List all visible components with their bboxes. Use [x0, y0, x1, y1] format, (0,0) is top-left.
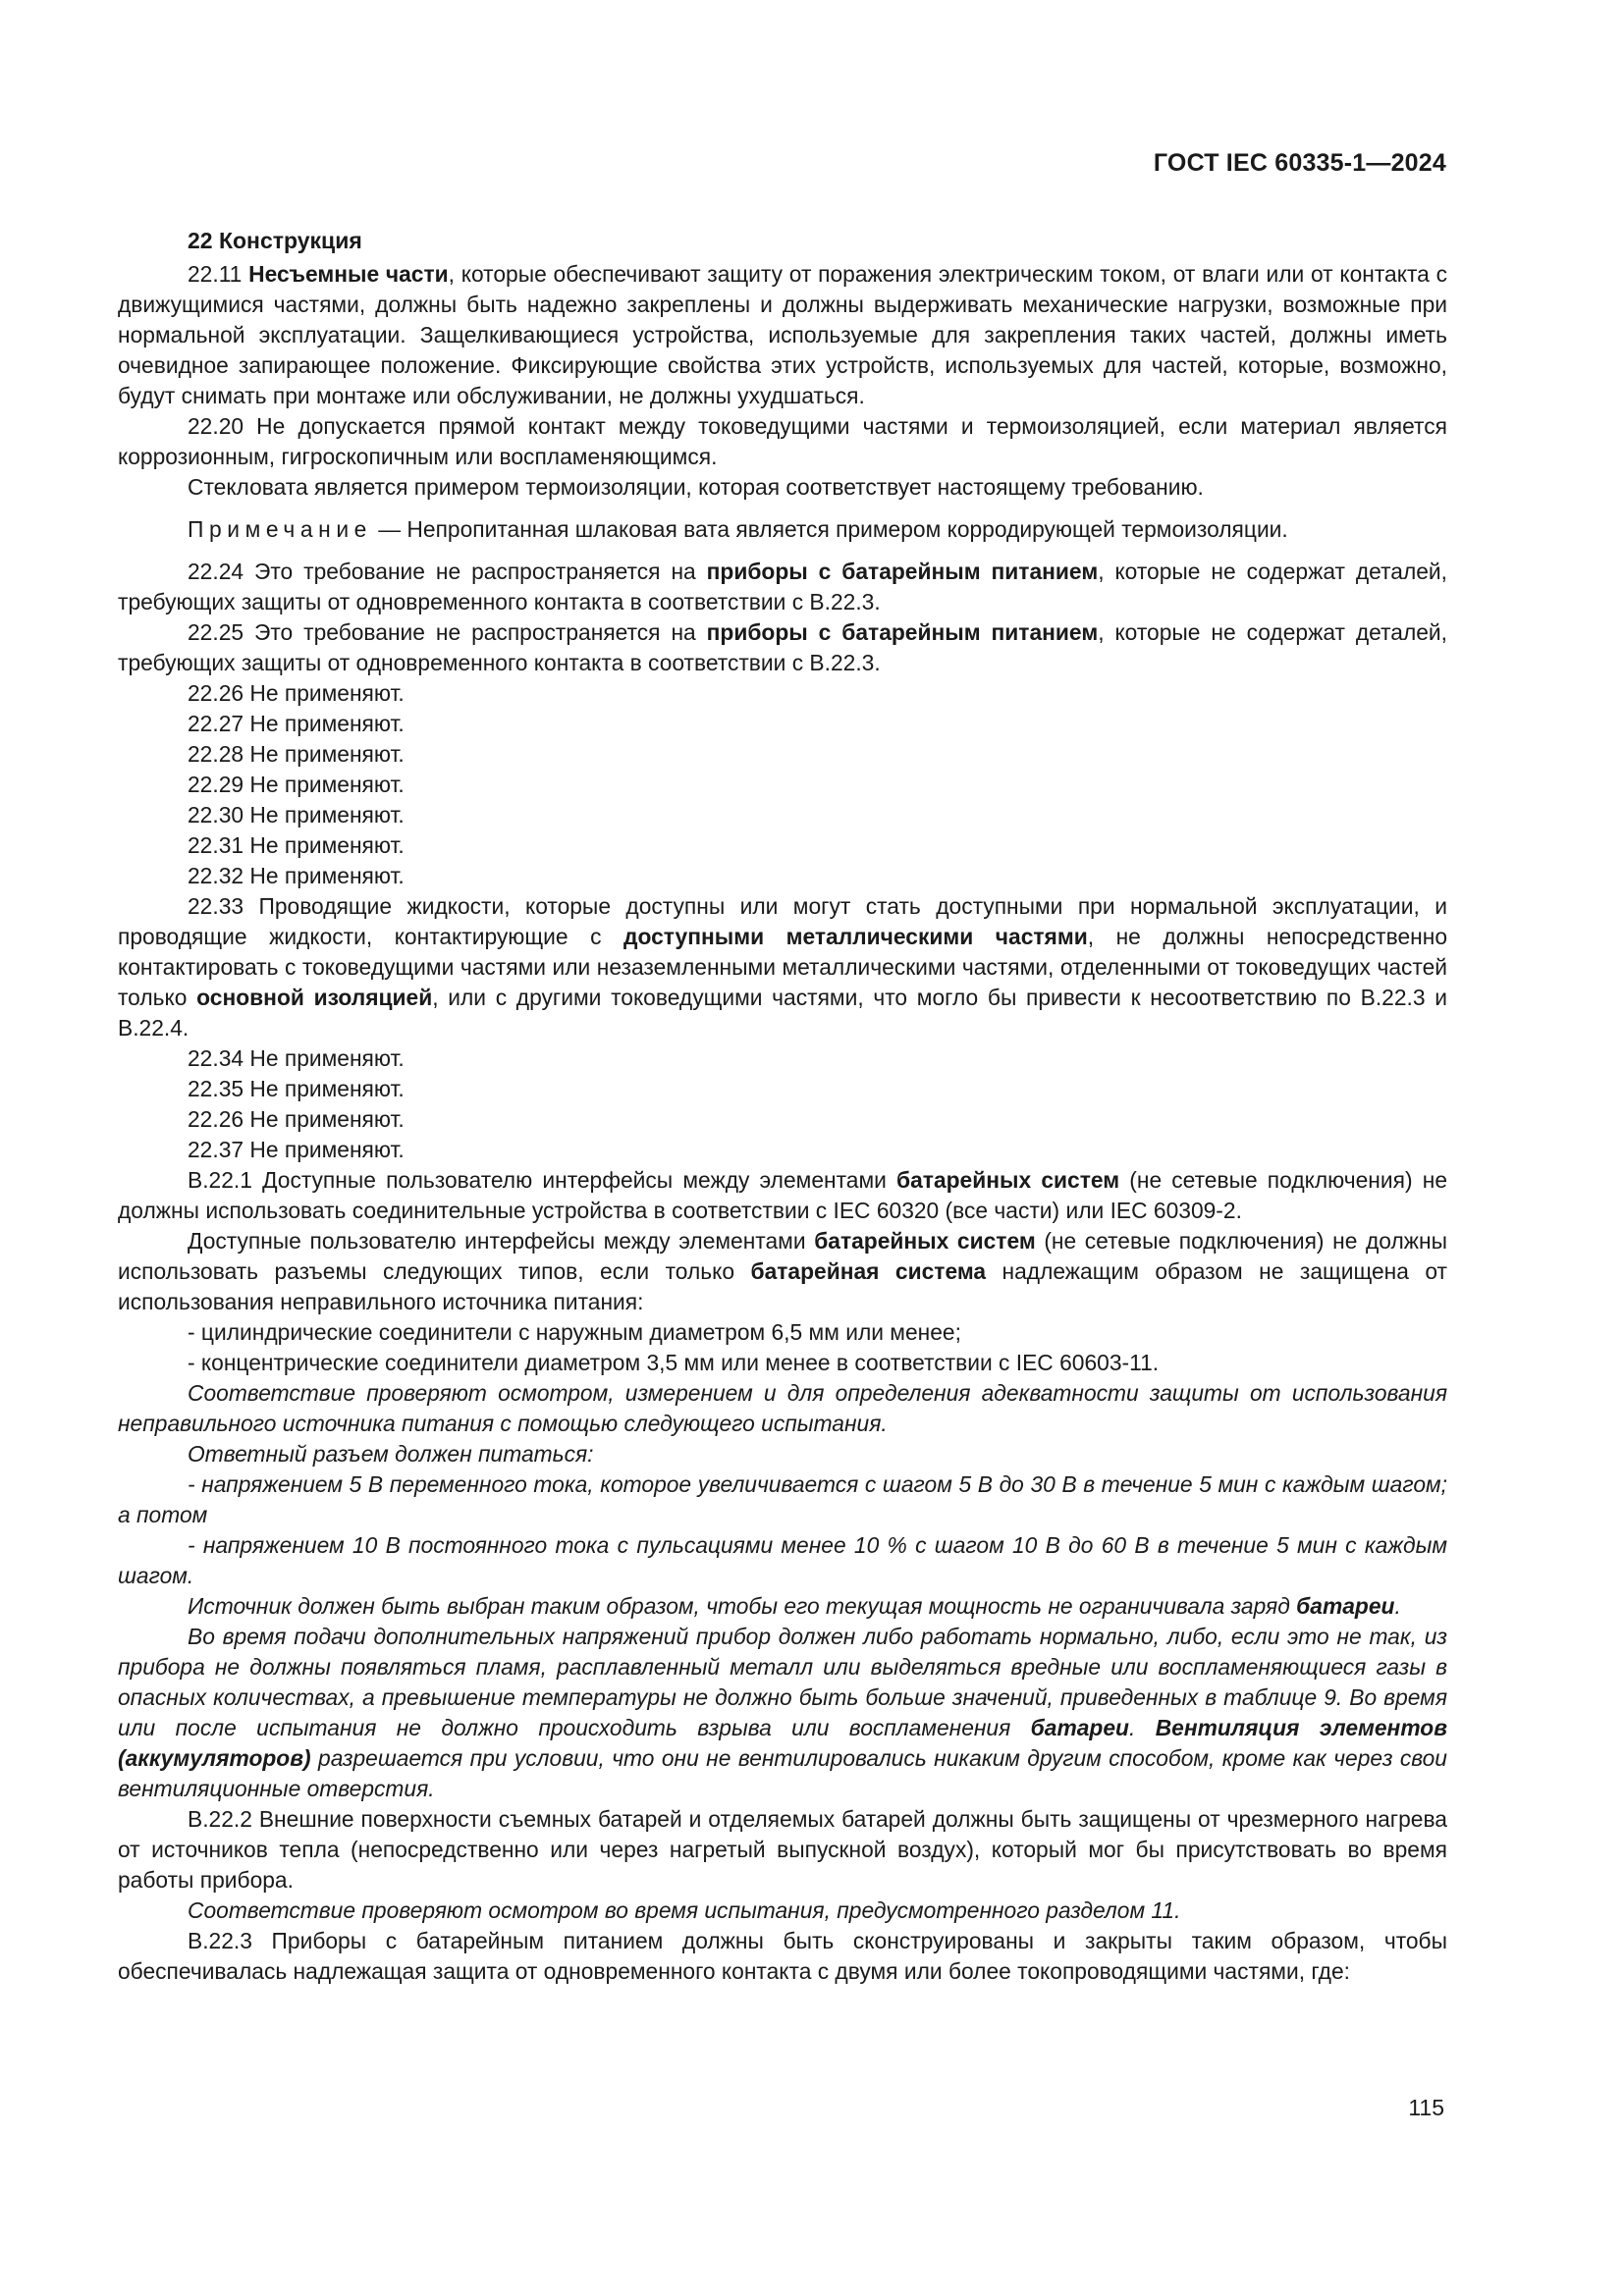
paragraph-22-24: 22.24 Это требование не распространяется на приборы с батарейным питанием, которые не содержат деталей, требующих защиты от одновременного контакта в соответствии с В.22.3.	[118, 559, 1447, 614]
test-step-dc: - напряжением 10 В постоянного тока с пульсациями менее 10 % с шагом 10 В до 60 В в течение 5 мин с каждым шагом.	[118, 1532, 1447, 1588]
paragraph-22-33: 22.33 Проводящие жидкости, которые доступны или могут стать доступными при нормальной эксплуатации, и проводящие жидкости, контактирующие с доступными металлическими частями, не должны непосредственно контактировать с токоведущими частями или незаземленными металлическими частями, отделенными от токоведущих частей только основной изоляцией, или с другими токоведущими частями, что могло бы привести к несоответствию по В.22.3 и В.22.4.	[118, 893, 1447, 1041]
test-result-text: Во время подачи дополнительных напряжений прибор должен либо работать нормально, либо, если это не так, из прибора не должны появляться пламя, расплавленный металл или выделяться вредные или воспламеняющиеся газы в опасных количествах, а превышение температуры не должно быть больше значений, приведенных в таблице 9. Во время или после испытания не должно происходить взрыва или воспламенения батареи. Вентиляция элементов (аккумуляторов) разрешается при условии, что они не вентилировались никаким другим способом, кроме как через свои вентиляционные отверстия.	[118, 1624, 1447, 1801]
paragraph-b22-3: В.22.3 Приборы с батарейным питанием должны быть сконструированы и закрыты таким образом, чтобы обеспечивалась надлежащая защита от одновременного контакта с двумя или более токопроводящими частями, где:	[118, 1928, 1447, 1984]
paragraph-22-20: 22.20 Не допускается прямой контакт между токоведущими частями и термоизоляцией, если материал является коррозионным, гигроскопичным или воспламеняющимся.	[118, 413, 1447, 469]
note-label: Примечание	[188, 516, 372, 542]
test-intro-text: Ответный разъем должен питаться:	[188, 1441, 594, 1467]
not-applicable-item: 22.26 Не применяют.	[188, 680, 405, 706]
paragraph-b22-1: В.22.1 Доступные пользователю интерфейсы между элементами батарейных систем (не сетевые подключения) не должны использовать соединительные устройства в соответствии с IEC 60320 (все части) или IEC 60309-2.	[118, 1167, 1447, 1223]
not-applicable-item: 22.26 Не применяют.	[188, 1106, 405, 1132]
document-code-header: ГОСТ IEC 60335-1—2024	[1153, 149, 1446, 177]
note: Примечание — Непропитанная шлаковая вата является примером корродирующей термоизоляции.	[188, 516, 1288, 542]
test-step-ac: - напряжением 5 В переменного тока, которое увеличивается с шагом 5 В до 30 В в течение 5 мин с каждым шагом; а потом	[118, 1471, 1447, 1527]
not-applicable-item: 22.31 Не применяют.	[188, 832, 405, 858]
page-number: 115	[1408, 2095, 1444, 2120]
paragraph-22-11: 22.11 Несъемные части, которые обеспечивают защиту от поражения электрическим током, от влаги или от контакта с движущимися частями, должны быть надежно закреплены и должны выдерживать механические нагрузки, возможные при нормальной эксплуатации. Защелкивающиеся устройства, используемые для закрепления таких частей, должны иметь очевидное запирающее положение. Фиксирующие свойства этих устройств, используемых для частей, которые, возможно, будут снимать при монтаже или обслуживании, не должны ухудшаться.	[118, 261, 1447, 408]
not-applicable-item: 22.34 Не применяют.	[188, 1045, 405, 1071]
list-item-connector: - концентрические соединители диаметром 3,5 мм или менее в соответствии с IEC 60603-11.	[188, 1350, 1160, 1375]
section-heading: 22 Конструкция	[188, 228, 362, 253]
not-applicable-item: 22.28 Не применяют.	[188, 741, 405, 767]
not-applicable-item: 22.29 Не применяют.	[188, 772, 405, 797]
not-applicable-item: 22.35 Не применяют.	[188, 1076, 405, 1101]
source-selection-text: Источник должен быть выбран таким образом, чтобы его текущая мощность не ограничивала заряд батареи.	[188, 1593, 1401, 1619]
paragraph-b22-1-connectors: Доступные пользователю интерфейсы между элементами батарейных систем (не сетевые подключения) не должны использовать разъемы следующих типов, если только батарейная система надлежащим образом не защищена от использования неправильного источника питания:	[118, 1228, 1447, 1314]
not-applicable-item: 22.27 Не применяют.	[188, 711, 405, 736]
list-item-connector: - цилиндрические соединители с наружным диаметром 6,5 мм или менее;	[188, 1319, 961, 1345]
not-applicable-item: 22.30 Не применяют.	[188, 802, 405, 828]
paragraph-22-25: 22.25 Это требование не распространяется на приборы с батарейным питанием, которые не содержат деталей, требующих защиты от одновременного контакта в соответствии с В.22.3.	[118, 619, 1447, 675]
compliance-check-text: Соответствие проверяют осмотром, измерением и для определения адекватности защиты от использования неправильного источника питания с помощью следующего испытания.	[118, 1380, 1447, 1436]
compliance-check-section-11: Соответствие проверяют осмотром во время испытания, предусмотренного разделом 11.	[188, 1897, 1181, 1923]
not-applicable-item: 22.37 Не применяют.	[188, 1137, 405, 1162]
not-applicable-item: 22.32 Не применяют.	[188, 863, 405, 888]
page-body	[118, 226, 1447, 1987]
paragraph-b22-2: В.22.2 Внешние поверхности съемных батарей и отделяемых батарей должны быть защищены от чрезмерного нагрева от источников тепла (непосредственно или через нагретый выпускной воздух), который мог бы присутствовать во время работы прибора.	[118, 1806, 1447, 1893]
paragraph-22-20-example: Стекловата является примером термоизоляции, которая соответствует настоящему требованию.	[188, 474, 1204, 500]
